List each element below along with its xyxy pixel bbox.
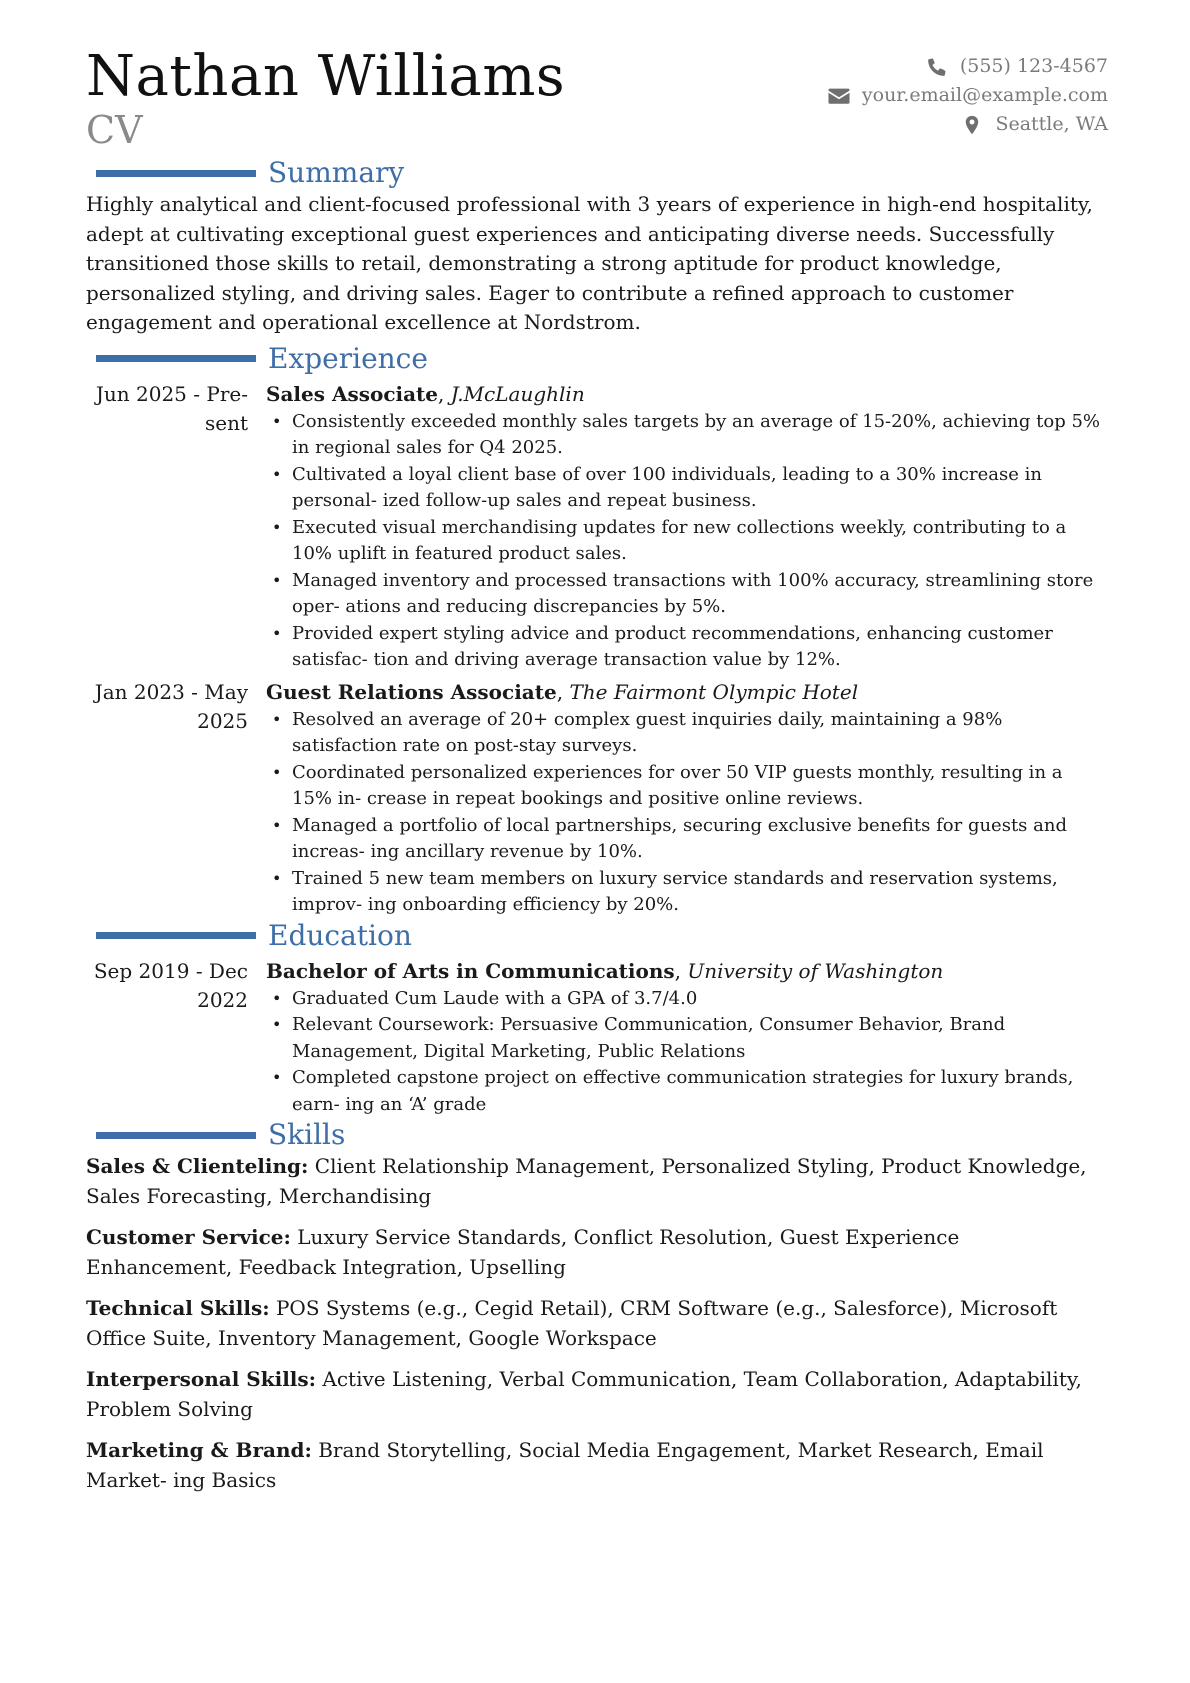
bullet-item: • Executed visual merchandising updates for new collections weekly, contributing to a 10% uplift in featured product sales. [266,515,1108,568]
section-header [86,156,1108,190]
phone-icon [926,57,948,77]
map-pin-icon [961,115,983,135]
section-accent-bar [96,170,256,177]
bullet-item: • Trained 5 new team members on luxury service standards and reservation systems, improv- ing onboarding efficiency by 20%. [266,866,1108,919]
education-entry [86,957,1108,1119]
bullet-item: • Managed a portfolio of local partnerships, securing exclusive benefits for guests and increas- ing ancillary revenue by 10%. [266,813,1108,866]
bullet-item: • Managed inventory and processed transactions with 100% accuracy, streamlining store oper- ations and reducing discrepancies by 5%. [266,568,1108,621]
section-header [86,342,1108,376]
education-section [86,919,1108,1119]
experience-section [86,342,1108,919]
document-subtitle: CV [86,108,143,152]
entry-body [266,380,1108,674]
employer: J.McLaughlin [450,381,585,406]
skill-list: Brand Storytelling, Social Media Engagement, Market Research, Email Market- ing Basics [86,1438,1044,1492]
degree: Bachelor of Arts in Communications [266,958,675,983]
section-title: Skills [268,1118,346,1151]
bullet-list [266,707,1108,919]
bullet-item: • Cultivated a loyal client base of over 100 individuals, leading to a 30% increase in personal- ized follow-up sales and repeat business. [266,462,1108,515]
contact-info [828,52,1108,139]
skill-list: Client Relationship Management, Personalized Styling, Product Knowledge, Sales Forecasting, Merchandising [86,1154,1087,1208]
location: Seattle, WA [995,113,1108,135]
skill-category: Marketing & Brand: [86,1438,312,1462]
skill-category: Technical Skills: [86,1296,270,1320]
job-title: Guest Relations Associate [266,679,557,704]
section-accent-bar [96,355,256,362]
bullet-item: • Resolved an average of 20+ complex guest inquiries daily, maintaining a 98% satisfaction rate on post-stay surveys. [266,707,1108,760]
entry-body [266,678,1108,919]
envelope-icon [828,86,850,106]
institution: University of Washington [687,958,944,983]
section-header [86,1118,1108,1152]
cv-page [86,46,1108,1507]
contact-phone [828,52,1108,81]
entry-date: Sep 2019 - Dec 2022 [93,958,248,1012]
skill-category: Interpersonal Skills: [86,1367,317,1391]
bullet-list [266,409,1108,674]
experience-entry [86,380,1108,674]
section-title: Education [268,918,412,952]
skill-group [86,1152,1108,1211]
skills-section [86,1118,1108,1495]
contact-email [828,81,1108,110]
bullet-list [266,986,1108,1119]
skill-group [86,1223,1108,1282]
job-title: Sales Associate [266,381,439,406]
employer: The Fairmont Olympic Hotel [569,679,859,704]
person-name: Nathan Williams [86,44,566,109]
skill-list: Active Listening, Verbal Communication, Team Collaboration, Adaptability, Problem Solving [86,1367,1082,1421]
entry-title: Guest Relations Associate, The Fairmont Olympic Hotel [266,679,859,704]
bullet-item: • Coordinated personalized experiences for over 50 VIP guests monthly, resulting in a 15% in- crease in repeat bookings and positive online reviews. [266,760,1108,813]
skill-category: Customer Service: [86,1225,291,1249]
entry-title: Sales Associate, J.McLaughlin [266,381,585,406]
entry-date: Jun 2025 - Pre- sent [95,381,248,435]
experience-entry [86,678,1108,919]
bullet-item: • Graduated Cum Laude with a GPA of 3.7/4.0 [266,986,1108,1013]
skill-group [86,1436,1108,1495]
email-address[interactable]: your.email@example.com [861,84,1108,106]
skill-group [86,1365,1108,1424]
section-title: Summary [268,156,405,189]
bullet-item: • Completed capstone project on effective communication strategies for luxury brands, earn- ing an ‘A’ grade [266,1065,1108,1118]
section-title: Experience [268,341,428,375]
entry-body [266,957,1108,1119]
section-accent-bar [96,932,256,939]
skill-group [86,1294,1108,1353]
summary-section [86,156,1108,338]
section-header [86,919,1108,953]
header [86,46,1108,156]
section-accent-bar [96,1132,256,1139]
bullet-item: • Relevant Coursework: Persuasive Communication, Consumer Behavior, Brand Management, Digital Marketing, Public Relations [266,1012,1108,1065]
skill-list: POS Systems (e.g., Cegid Retail), CRM Software (e.g., Salesforce), Microsoft Office Suite, Inventory Management, Google Workspace [86,1296,1058,1350]
summary-text: Highly analytical and client-focused professional with 3 years of experience in high-end hospitality, adept at cultivating exceptional guest experiences and anticipating diverse needs. Successfully transitioned those skills to retail, demonstrating a strong aptitude for product knowledge, personalized styling, and driving sales. Eager to contribute a refined approach to customer engagement and operational excellence at Nordstrom. [86,192,1093,334]
entry-date: Jan 2023 - May 2025 [94,679,248,733]
contact-location [828,110,1108,139]
bullet-item: • Provided expert styling advice and product recommendations, enhancing customer satisfac- tion and driving average transaction value by 12%. [266,621,1108,674]
skill-category: Sales & Clienteling: [86,1154,309,1178]
entry-title: Bachelor of Arts in Communications, University of Washington [266,958,944,983]
phone-number[interactable]: (555) 123-4567 [959,55,1108,77]
bullet-item: • Consistently exceeded monthly sales targets by an average of 15-20%, achieving top 5% in regional sales for Q4 2025. [266,409,1108,462]
skill-list: Luxury Service Standards, Conflict Resolution, Guest Experience Enhancement, Feedback Integration, Upselling [86,1225,960,1279]
